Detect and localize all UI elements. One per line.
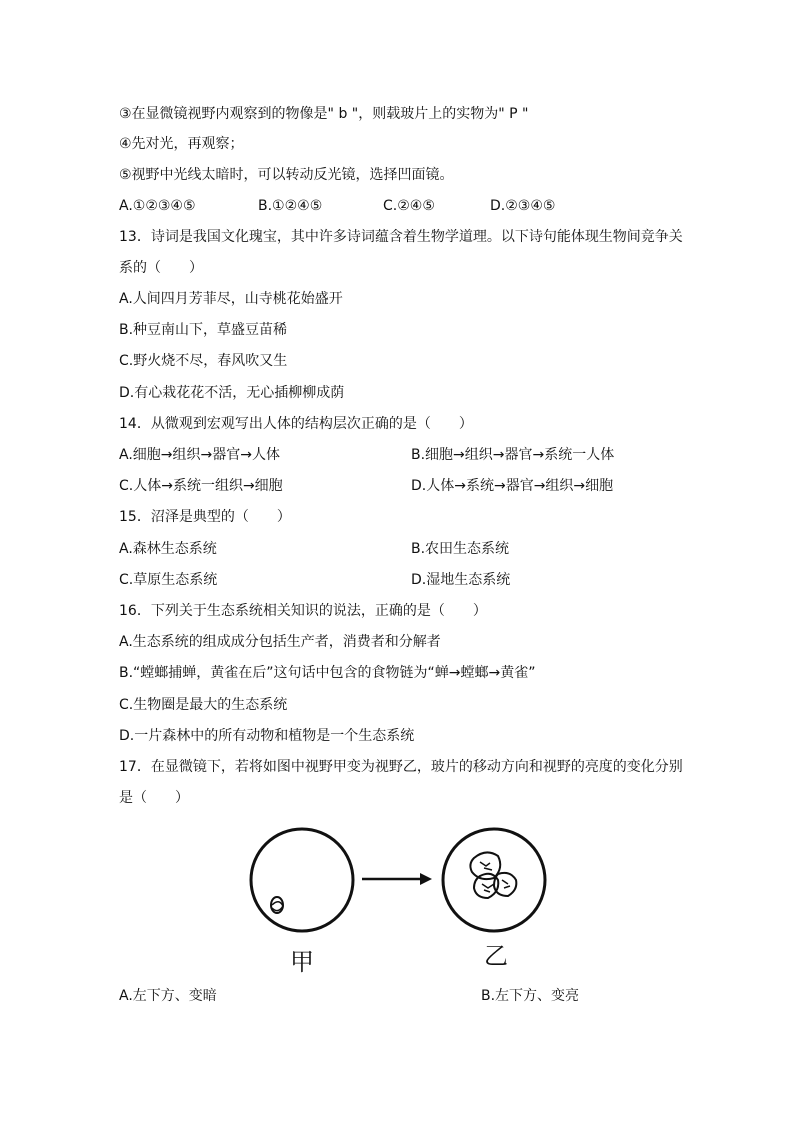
q17-stem-line2: 是（ ） (119, 790, 189, 806)
q16-stem: 16．下列关于生态系统相关知识的说法，正确的是（ ） (119, 603, 487, 619)
q12-option-d: D.②③④⑤ (490, 198, 556, 214)
label-jia: 甲 (290, 948, 314, 976)
statement-5: ⑤视野中光线太暗时，可以转动反光镜，选择凹面镜。 (119, 167, 454, 183)
q14-option-b: B.细胞→组织→器官→系统一人体 (411, 447, 615, 463)
microscope-field-figure (248, 826, 558, 976)
q14-stem: 14．从微观到宏观写出人体的结构层次正确的是（ ） (119, 416, 473, 432)
q17-option-a: A.左下方、变暗 (119, 988, 217, 1004)
enlarged-cells-icon (470, 852, 516, 898)
q14-option-c: C.人体→系统一组织→细胞 (119, 478, 283, 494)
q17-option-b: B.左下方、变亮 (481, 988, 580, 1004)
q13-option-d: D.有心栽花花不活，无心插柳柳成荫 (119, 385, 345, 401)
arrow-head-icon (420, 873, 432, 885)
q17-stem-line1: 17．在显微镜下，若将如图中视野甲变为视野乙，玻片的移动方向和视野的亮度的变化分别 (119, 759, 683, 775)
q13-stem-line1: 13．诗词是我国文化瑰宝，其中许多诗词蕴含着生物学道理。以下诗句能体现生物间竞争关 (119, 229, 683, 245)
q16-option-d: D.一片森林中的所有动物和植物是一个生态系统 (119, 728, 415, 744)
q13-option-c: C.野火烧不尽，春风吹又生 (119, 353, 288, 369)
q15-option-d: D.湿地生态系统 (411, 572, 511, 588)
q15-option-c: C.草原生态系统 (119, 572, 218, 588)
q16-option-a: A.生态系统的组成成分包括生产者，消费者和分解者 (119, 634, 441, 650)
label-yi: 乙 (484, 942, 508, 970)
q16-option-c: C.生物圈是最大的生态系统 (119, 697, 288, 713)
q12-option-c: C.②④⑤ (383, 198, 435, 214)
q14-option-a: A.细胞→组织→器官→人体 (119, 447, 280, 463)
q13-option-b: B.种豆南山下，草盛豆苗稀 (119, 322, 288, 338)
q12-option-b: B.①②④⑤ (258, 198, 323, 214)
small-cell-icon (271, 897, 283, 913)
statement-4: ④先对光，再观察； (119, 136, 244, 152)
q14-option-d: D.人体→系统→器官→组织→细胞 (411, 478, 614, 494)
q15-stem: 15．沼泽是典型的（ ） (119, 509, 291, 525)
q13-option-a: A.人间四月芳菲尽，山寺桃花始盛开 (119, 291, 343, 307)
field-jia-circle (251, 829, 353, 931)
q13-stem-line2: 系的（ ） (119, 260, 203, 276)
q16-option-b: B.“螳螂捕蝉，黄雀在后”这句话中包含的食物链为“蝉→螳螂→黄雀” (119, 665, 536, 681)
q12-option-a: A.①②③④⑤ (119, 198, 196, 214)
q15-option-a: A.森林生态系统 (119, 541, 217, 557)
statement-3: ③在显微镜视野内观察到的物像是" b "，则载玻片上的实物为" P " (119, 106, 529, 122)
q15-option-b: B.农田生态系统 (411, 541, 510, 557)
